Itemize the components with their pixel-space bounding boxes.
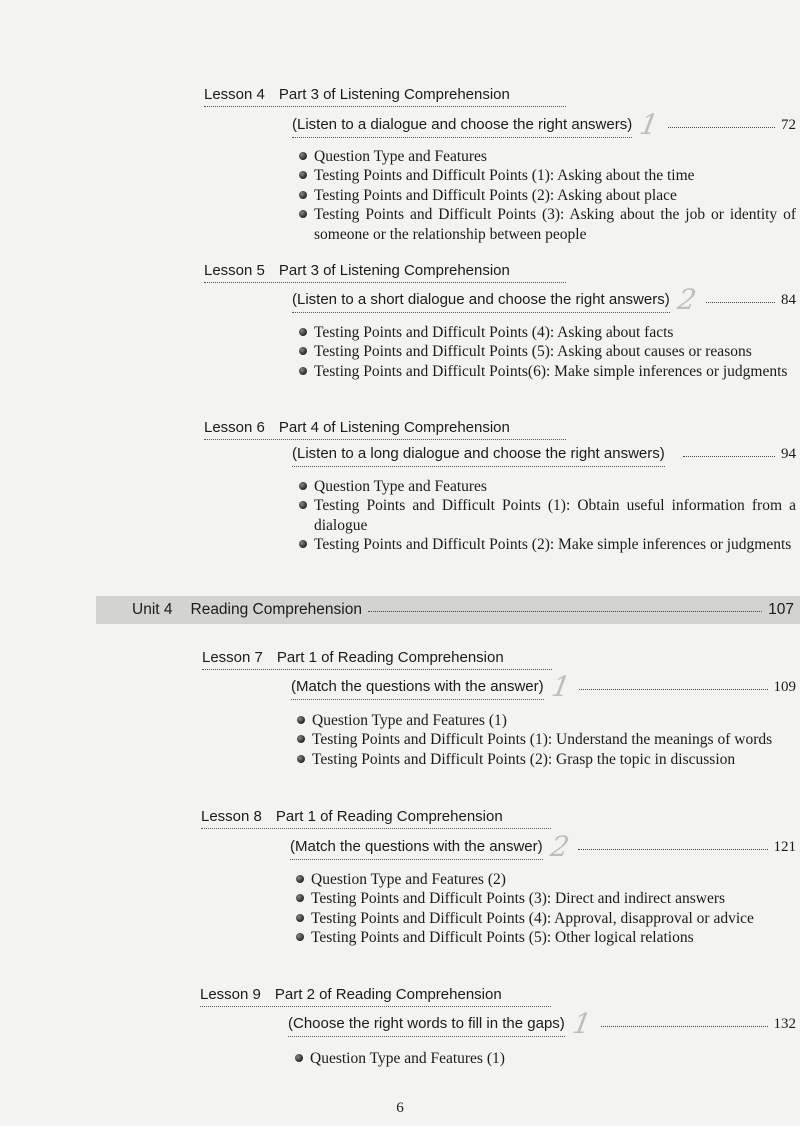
lesson-heading	[200, 984, 551, 1007]
topic-text: Testing Points and Difficult Points (3): Direct and indirect answers	[311, 890, 726, 908]
dot-leader	[601, 1026, 768, 1027]
lesson-title: Part 4 of Listening Comprehension	[278, 419, 510, 436]
lesson-subtitle: (Choose the right words to fill in the gaps)	[288, 1012, 565, 1037]
topic-text: Testing Points and Difficult Points (5): Other logical relations	[311, 929, 694, 947]
topic-list	[294, 1049, 796, 1068]
topic-text: Question Type and Features (1)	[312, 712, 507, 729]
topic-item	[298, 342, 796, 361]
lesson-title: Part 3 of Listening Comprehension	[278, 262, 510, 279]
lesson-number: Lesson 8	[201, 808, 262, 825]
lesson-subtitle: (Listen to a long dialogue and choose the right answers)	[292, 442, 665, 467]
lesson-subtitle: (Listen to a short dialogue and choose the right answers)	[292, 288, 670, 313]
lesson-heading	[204, 84, 566, 107]
lesson-title: Part 2 of Reading Comprehension	[274, 986, 502, 1003]
dot-leader	[579, 689, 767, 690]
bullet-icon	[295, 1054, 303, 1062]
topic-list	[298, 147, 796, 244]
topic-item	[296, 730, 796, 749]
lesson-number: Lesson 6	[204, 419, 265, 436]
lesson-subtitle-row	[290, 830, 796, 863]
topic-list	[298, 477, 796, 555]
topic-item	[298, 535, 796, 554]
lesson-subtitle-row	[292, 283, 796, 316]
bullet-icon	[299, 367, 307, 375]
ordinal-mark: 2	[674, 283, 699, 316]
ordinal-mark: 1	[548, 670, 573, 703]
topic-text: Testing Points and Difficult Points (3): Asking about the job or identity of someone or the relationship between people	[314, 206, 796, 243]
bullet-icon	[299, 171, 307, 179]
bullet-icon	[299, 152, 307, 160]
topic-text: Testing Points and Difficult Points(6): Make simple inferences or judgments	[314, 362, 788, 380]
lesson-subtitle: (Match the questions with the answer)	[291, 675, 544, 700]
page-number: 132	[773, 1016, 796, 1032]
lesson-heading	[202, 647, 552, 670]
bullet-icon	[297, 716, 305, 724]
topic-item	[296, 711, 796, 730]
topic-item	[298, 323, 796, 342]
ordinal-mark: 2	[547, 830, 572, 863]
topic-item	[298, 362, 796, 381]
dot-leader	[368, 611, 762, 612]
lesson-subtitle-row	[288, 1007, 796, 1040]
lesson-heading	[204, 417, 566, 440]
topic-list	[298, 323, 796, 381]
lesson-heading	[201, 806, 551, 829]
topic-item	[298, 205, 796, 244]
unit-title: Reading Comprehension	[190, 601, 362, 618]
topic-text: Testing Points and Difficult Points (2): Make simple inferences or judgments	[314, 536, 792, 554]
topic-item	[298, 186, 796, 205]
unit-heading-bar	[96, 596, 800, 624]
topic-text: Testing Points and Difficult Points (1): Obtain useful information from a dialogue	[314, 497, 796, 534]
topic-text: Testing Points and Difficult Points (2): Asking about place	[314, 186, 677, 204]
topic-text: Question Type and Features (2)	[311, 871, 506, 888]
dot-leader	[683, 456, 775, 457]
bullet-icon	[299, 328, 307, 336]
topic-item	[298, 166, 796, 185]
footer-page-number: 6	[396, 1100, 404, 1116]
bullet-icon	[299, 482, 307, 490]
lesson-number: Lesson 7	[202, 649, 263, 666]
bullet-icon	[296, 933, 304, 941]
topic-text: Testing Points and Difficult Points (5): Asking about causes or reasons	[314, 343, 752, 361]
lesson-number: Lesson 4	[204, 86, 265, 103]
topic-text: Testing Points and Difficult Points (4): Approval, disapproval or advice	[311, 909, 754, 927]
bullet-icon	[299, 191, 307, 199]
topic-item	[295, 909, 796, 928]
lesson-subtitle-row	[292, 108, 796, 141]
topic-text: Testing Points and Difficult Points (1): Understand the meanings of words	[312, 731, 773, 749]
dot-leader	[578, 849, 767, 850]
page-number: 84	[781, 292, 796, 308]
unit-number: Unit 4	[132, 601, 173, 618]
ordinal-mark: 1	[637, 108, 662, 141]
ordinal-mark: 1	[569, 1007, 594, 1040]
lesson-heading	[204, 260, 566, 283]
dot-leader	[706, 302, 775, 303]
topic-item	[298, 147, 796, 166]
topic-text: Testing Points and Difficult Points (1): Asking about the time	[314, 167, 695, 185]
topic-item	[295, 928, 796, 947]
topic-text: Testing Points and Difficult Points (4): Asking about facts	[314, 324, 674, 341]
bullet-icon	[296, 894, 304, 902]
lesson-subtitle-row	[291, 670, 796, 703]
dot-leader	[668, 127, 775, 128]
lesson-title: Part 1 of Reading Comprehension	[276, 649, 504, 666]
bullet-icon	[296, 875, 304, 883]
lesson-title: Part 3 of Listening Comprehension	[278, 86, 510, 103]
topic-text: Question Type and Features	[314, 478, 487, 495]
lesson-title: Part 1 of Reading Comprehension	[275, 808, 503, 825]
lesson-subtitle: (Listen to a dialogue and choose the right answers)	[292, 113, 632, 138]
page-number: 94	[781, 446, 796, 462]
bullet-icon	[296, 914, 304, 922]
page-number: 109	[773, 679, 796, 695]
lesson-number: Lesson 9	[200, 986, 261, 1003]
topic-item	[295, 870, 796, 889]
bullet-icon	[297, 735, 305, 743]
lesson-number: Lesson 5	[204, 262, 265, 279]
lesson-subtitle: (Match the questions with the answer)	[290, 835, 543, 860]
bullet-icon	[299, 347, 307, 355]
topic-list	[296, 711, 796, 769]
topic-text: Question Type and Features (1)	[310, 1050, 505, 1067]
bullet-icon	[297, 755, 305, 763]
topic-text: Testing Points and Difficult Points (2): Grasp the topic in discussion	[312, 750, 736, 768]
page-number: 72	[781, 117, 796, 133]
bullet-icon	[299, 501, 307, 509]
topic-item	[298, 477, 796, 496]
bullet-icon	[299, 540, 307, 548]
page-number: 121	[773, 839, 796, 855]
lesson-subtitle-row	[292, 441, 796, 467]
topic-item	[294, 1049, 796, 1068]
topic-text: Question Type and Features	[314, 148, 487, 165]
topic-item	[295, 889, 796, 908]
topic-item	[296, 750, 796, 769]
bullet-icon	[299, 210, 307, 218]
topic-item	[298, 496, 796, 535]
unit-page-number: 107	[768, 601, 794, 618]
topic-list	[295, 870, 796, 948]
